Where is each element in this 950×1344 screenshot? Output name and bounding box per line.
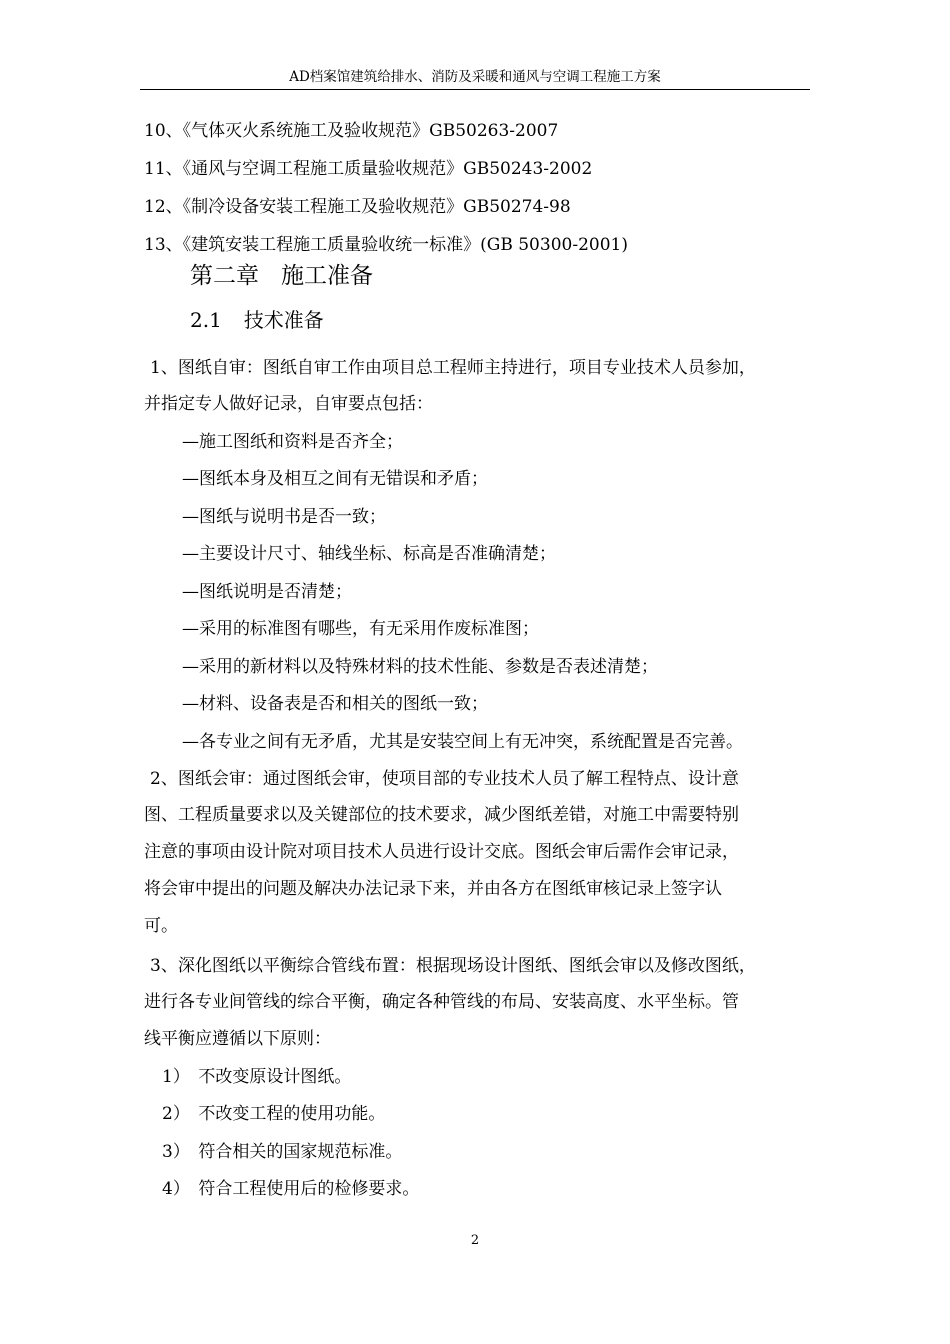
review-point: —图纸说明是否清楚； xyxy=(182,582,352,602)
review-point: —材料、设备表是否和相关的图纸一致； xyxy=(182,694,488,714)
reference-item: 13、《建筑安装工程施工质量验收统一标准》(GB 50300-2001) xyxy=(144,235,628,255)
paragraph-line: 2、图纸会审：通过图纸会审，使项目部的专业技术人员了解工程特点、设计意 xyxy=(150,769,739,789)
paragraph-line: 1、图纸自审：图纸自审工作由项目总工程师主持进行，项目专业技术人员参加， xyxy=(150,358,756,378)
chapter-number: 第二章 xyxy=(190,263,259,289)
review-point: —施工图纸和资料是否齐全； xyxy=(182,432,403,452)
review-point: —各专业之间有无矛盾，尤其是安装空间上有无冲突，系统配置是否完善。 xyxy=(182,732,743,752)
paragraph-line: 注意的事项由设计院对项目技术人员进行设计交底。图纸会审后需作会审记录， xyxy=(144,842,739,862)
principle-item: 2） 不改变工程的使用功能。 xyxy=(162,1104,386,1124)
reference-item: 11、《通风与空调工程施工质量验收规范》GB50243-2002 xyxy=(144,159,593,179)
page-number: 2 xyxy=(470,1233,480,1248)
header-divider xyxy=(140,89,810,90)
paragraph-line: 图、工程质量要求以及关键部位的技术要求，减少图纸差错，对施工中需要特别 xyxy=(144,805,739,825)
document-title: AD档案馆建筑给排水、消防及采暖和通风与空调工程施工方案 xyxy=(289,69,661,85)
paragraph-line: 可。 xyxy=(144,916,178,936)
review-point: —采用的标准图有哪些，有无采用作废标准图； xyxy=(182,619,539,639)
paragraph-line: 将会审中提出的问题及解决办法记录下来，并由各方在图纸审核记录上签字认 xyxy=(144,879,722,899)
section-number: 2.1 xyxy=(190,308,222,332)
paragraph-line: 并指定专人做好记录，自审要点包括： xyxy=(144,394,433,414)
principle-item: 1） 不改变原设计图纸。 xyxy=(162,1067,352,1087)
review-point: —主要设计尺寸、轴线坐标、标高是否准确清楚； xyxy=(182,544,556,564)
chapter-heading xyxy=(190,261,373,291)
paragraph-line: 3、深化图纸以平衡综合管线布置：根据现场设计图纸、图纸会审以及修改图纸， xyxy=(150,956,756,976)
section-title: 技术准备 xyxy=(243,308,324,332)
principle-item: 3） 符合相关的国家规范标准。 xyxy=(162,1142,403,1162)
paragraph-line: 进行各专业间管线的综合平衡，确定各种管线的布局、安装高度、水平坐标。管 xyxy=(144,992,739,1012)
principle-item: 4） 符合工程使用后的检修要求。 xyxy=(162,1179,420,1199)
reference-item: 12、《制冷设备安装工程施工及验收规范》GB50274-98 xyxy=(144,197,571,217)
chapter-title: 施工准备 xyxy=(281,263,373,289)
section-heading xyxy=(190,306,324,334)
paragraph-line: 线平衡应遵循以下原则： xyxy=(144,1029,331,1049)
review-point: —采用的新材料以及特殊材料的技术性能、参数是否表述清楚； xyxy=(182,657,658,677)
reference-item: 10、《气体灭火系统施工及验收规范》GB50263-2007 xyxy=(144,121,559,141)
review-point: —图纸本身及相互之间有无错误和矛盾； xyxy=(182,469,488,489)
review-point: —图纸与说明书是否一致； xyxy=(182,507,386,527)
